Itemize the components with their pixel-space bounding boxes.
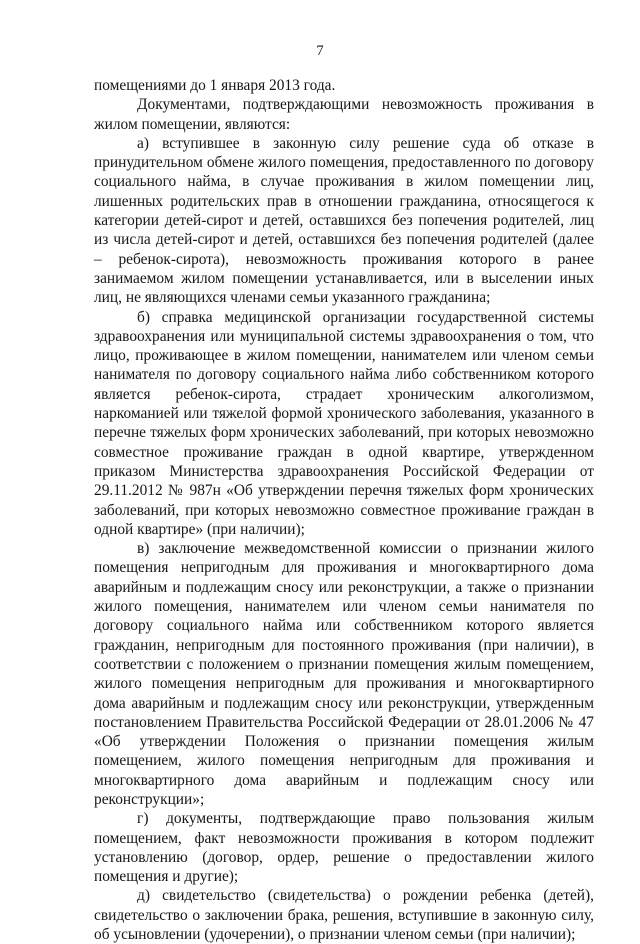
- paragraph-item-v: в) заключение межведомственной комиссии о признании жилого помещения непригодным для проживания и многоквартирного дома аварийным и подлежащим сносу или реконструкции, а также о признании жилого помещения, нанимателем или членом семьи нанимателя по договору социального найма или собственником которого является гражданин, непригодным для постоянного проживания (при наличии), в соответствии с положением о признании помещения жилым помещением, жилого помещения непригодным для проживания и многоквартирного дома аварийным и подлежащим сносу или реконструкции, утвержденным постановлением Правительства Российской Федерации от 28.01.2006 № 47 «Об утверждении Положения о признании помещения жилым помещением, жилого помещения непригодным для проживания и многоквартирного дома аварийным и подлежащим сносу или реконструкции»;: [94, 540, 594, 808]
- paragraph-item-b: б) справка медицинской организации государственной системы здравоохранения или муниципальной системы здравоохранения о том, что лицо, проживающее в жилом помещении, нанимателем или членом семьи нанимателя по договору социального найма либо собственником которого является ребенок-сирота, страдает хроническим алкоголизмом, наркоманией или тяжелой формой хронического заболевания, указанного в перечне тяжелых форм хронических заболеваний, при которых невозможно совместное проживание граждан в одной квартире, утвержденном приказом Министерства здравоохранения Российской Федерации от 29.11.2012 № 987н «Об утверждении перечня тяжелых форм хронических заболеваний, при которых невозможно совместное проживание граждан в одной квартире» (при наличии);: [94, 308, 594, 538]
- document-body: [94, 76, 594, 944]
- paragraph-continuation: помещениями до 1 января 2013 года.: [94, 77, 336, 94]
- page-number: 7: [316, 43, 324, 59]
- paragraph-documents-intro: Документами, подтверждающими невозможность проживания в жилом помещении, являются:: [94, 96, 594, 133]
- paragraph-item-g: г) документы, подтверждающие право пользования жилым помещением, факт невозможности проживания в котором подлежит установлению (договор, ордер, решение о предоставлении жилого помещения и другие);: [94, 810, 594, 886]
- paragraph-item-d: д) свидетельство (свидетельства) о рождении ребенка (детей), свидетельство о заключении брака, решения, вступившие в законную силу, об усыновлении (удочерении), о признании членом семьи (при наличии);: [94, 887, 594, 944]
- paragraph-item-a: а) вступившее в законную силу решение суда об отказе в принудительном обмене жилого помещения, предоставленного по договору социального найма, в случае проживания в жилом помещении лиц, лишенных родительских прав в отношении гражданина, относящегося к категории детей-сирот и детей, оставшихся без попечения родителей, лиц из числа детей-сирот и детей, оставшихся без попечения родителей (далее – ребенок-сирота), невозможность проживания которого в ранее занимаемом жилом помещении устанавливается, или в выселении иных лиц, не являющихся членами семьи указанного гражданина;: [94, 134, 594, 307]
